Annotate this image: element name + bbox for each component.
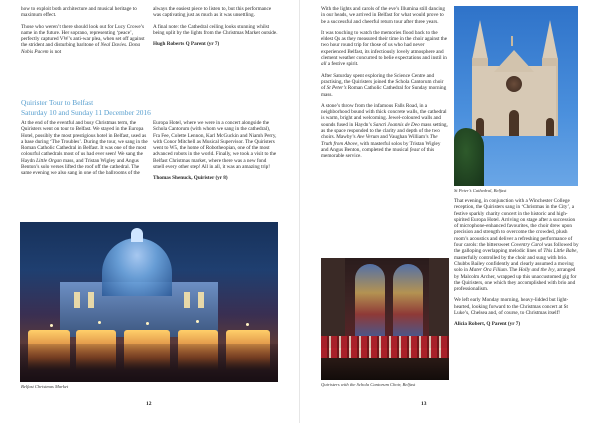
paragraph: Europa Hotel, where we were in a concert alongside the Schola Cantorum (with whom we sang in the cathedral), Fra Fee, Colette Lennon, Karl McGuckin and Niamh Perry, with Conor Mitchell as Musical Supervisor. The Quiristers went to W5, the home of Robotheopian, one of the most advanced robots in the world. Finally, we took a visit to the Belfast Christmas market, where there was a new fond smell every other step! All in all, it was an amazing trip! bbox=[153, 120, 277, 171]
string-light bbox=[146, 322, 149, 325]
rose-window bbox=[506, 76, 522, 92]
paragraph: It was touching to watch the memories flood back to the eldest Qs as they measured their time in the choir against the two hour round trip for those of us who had never experienced Belfast, its infectiously lovely atmosphere and clement weather concurred to belie expectations and instil in all a festive spirit. bbox=[321, 29, 448, 68]
string-light bbox=[246, 323, 249, 326]
article-heading: Quirister Tour to Belfast bbox=[21, 98, 94, 107]
paragraph: Those who weren’t there should look out for Lucy Crowe’s name in the future. Her soprano, representing ‘peace’, perfectly captured VW’s anti-war plea, when set off against the strident and disturbing baritone of Neal Davies. Dona Nobis Pacem is not bbox=[21, 23, 145, 55]
cathedral-gable bbox=[494, 50, 534, 72]
photo-caption: Quiristers with the Schola Cantorum Choir, Belfast bbox=[321, 382, 416, 387]
string-light bbox=[196, 320, 199, 323]
right-col1 bbox=[321, 6, 449, 165]
city-hall-dome bbox=[102, 238, 172, 296]
lit-window bbox=[198, 292, 204, 308]
paragraph: After Saturday spent exploring the Science Centre and practising, the Quiristers joined the Schola Cantorum choir of St Peter’s Roman Catholic Cathedral for Sunday morning mass. bbox=[321, 72, 447, 98]
string-light bbox=[50, 324, 53, 327]
left-col2-top bbox=[153, 6, 278, 52]
author-signoff: Hugh Roberts Q Parent (yr 7) bbox=[153, 41, 220, 48]
right-spire bbox=[542, 20, 558, 60]
photo-caption: Belfast Christmas Market bbox=[21, 384, 69, 389]
tree bbox=[454, 128, 484, 186]
crowd-silhouette bbox=[20, 344, 278, 382]
article-subheading: Saturday 10 and Sunday 11 December 2016 bbox=[21, 108, 151, 117]
paragraph: A stone’s throw from the infamous Falls Road, in a neighborhood bound with thick concrete walls, the cathedral is warm, bright and welcoming. Jewel-coloured walls and sounds fused in Haydn’s Sancti Joannis de Deo mass setting, as the space responded to the clarity and depth of the two choirs. Mawby’s Ave Verum and Vaughan William’s The Truth from Above, with masterful solos by Tristan Wigley and Angus Benton, completed the musical feast of this memorable service. bbox=[321, 102, 448, 160]
lit-window bbox=[88, 292, 94, 308]
left-col1-top bbox=[21, 6, 148, 55]
left-col1-body bbox=[21, 120, 148, 177]
right-page bbox=[300, 0, 600, 423]
quiristers-choir-photo bbox=[321, 258, 449, 380]
st-peters-cathedral-photo bbox=[454, 6, 578, 186]
page-number: 12 bbox=[146, 401, 152, 407]
paragraph: always the easiest piece to listen to, but this performance was captivating just as much as it was unsettling. bbox=[153, 6, 272, 19]
cathedral-door bbox=[509, 110, 519, 136]
paragraph: With the lights and carols of the eve’s Illumina still dancing in our heads, we arrived in Belfast for what would prove to be a successful and cheerful return tour after three years. bbox=[321, 6, 445, 25]
choir-floor bbox=[321, 358, 449, 380]
belfast-christmas-market-photo bbox=[20, 222, 278, 382]
photo-caption: St Peter’s Cathedral, Belfast bbox=[454, 188, 507, 193]
dome-lantern bbox=[131, 228, 143, 242]
paragraph: At the end of the eventful and busy Christmas term, the Quiristers went on tour to Belfast. We stayed in the Europa Hotel, possibly the most prestigious hotel in Belfast, used as a base during ‘The Troubles’. During the tour, we sang in the Roman Catholic Cathedral in Belfast. It was one of the most colourful cathedrals most of us had ever seen! We sang the Haydn Little Organ mass, and Tristan Wigley and Angus Benton’s solo verses lifted the roof off the cathedral. The same evening we also sang in one of the ballrooms of the bbox=[21, 120, 148, 177]
paragraph: We left early Monday morning, heavy-lidded but light-hearted, looking forward to the Christmas concert at St Luke’s, Chelsea and, of course, to Christmas itself! bbox=[454, 297, 569, 317]
string-light bbox=[98, 321, 101, 324]
lit-window bbox=[184, 292, 190, 308]
stained-glass-window bbox=[393, 264, 423, 336]
left-spire bbox=[472, 20, 488, 60]
gable-cross bbox=[511, 36, 513, 46]
left-col2-body bbox=[153, 120, 278, 187]
page-number: 13 bbox=[421, 401, 427, 407]
right-col2 bbox=[454, 198, 580, 333]
stained-glass-window bbox=[355, 264, 385, 336]
paragraph: That evening, in conjunction with a Winchester College reception, the Quiristers sang in ‘Christmas in the City’, a festive sparkly charity concert in the historic and high-spirited Europa Hotel. Arriving on stage after a succession of microphone-enhanced favourites, the choir drew upon precision and strength to overcome the crowded, plush room’s acoustics and deliver a refreshing performance of four carols: the bittersweet Coventry Carol was followed by the galloping overlapping melodic lines of This Little Babe, masterfully controlled by the choir and sung with brio. Chubbs Bailey confidently and clearly assumed a moving solo in Mater Ora Filium. The Holly and the Ivy, arranged by Malcolm Archer, wrapped up this unaccustomed gig for the Quiristers, one which they accomplished with brio and professionalism. bbox=[454, 198, 579, 293]
paragraph: A final note: the Cathedral ceiling looks stunning whilst being uplit by the lights from the Christmas Market outside. bbox=[153, 23, 278, 36]
side-door bbox=[546, 118, 554, 136]
lit-window bbox=[74, 292, 80, 308]
author-signoff: Alicia Robert, Q Parent (yr 7) bbox=[454, 321, 521, 328]
paragraph: how to exploit both architecture and musical heritage to maximum effect. bbox=[21, 6, 137, 19]
author-signoff: Thomas Shenuck, Quirister (yr 8) bbox=[153, 175, 228, 182]
